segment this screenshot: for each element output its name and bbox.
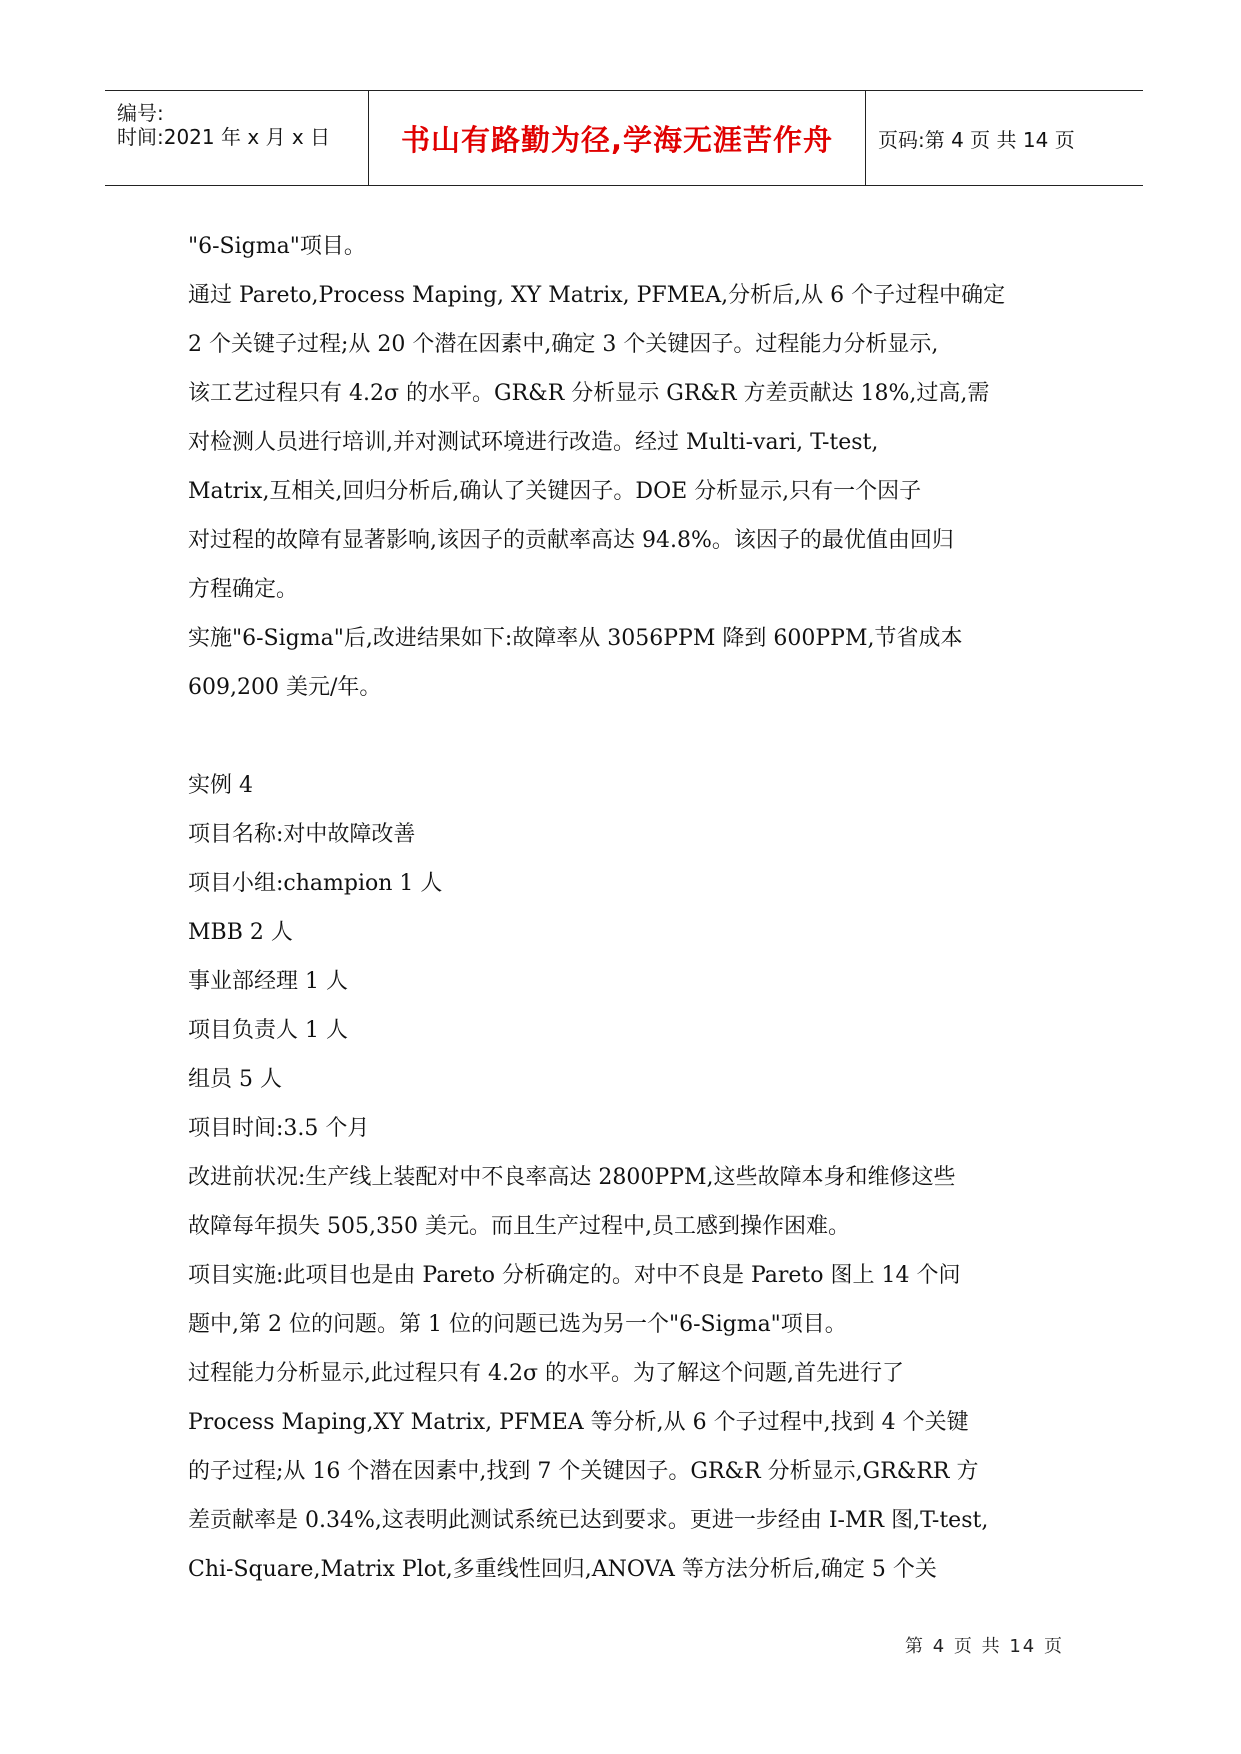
page-header xyxy=(105,90,1143,186)
body-line: 项目实施:此项目也是由 Pareto 分析确定的。对中不良是 Pareto 图上 14 个问 xyxy=(188,1263,961,1288)
body-line: 项目名称:对中故障改善 xyxy=(188,822,416,847)
document-body xyxy=(188,222,1088,1594)
body-line: 该工艺过程只有 4.2σ 的水平。GR&R 分析显示 GR&R 方差贡献达 18%,过高,需 xyxy=(188,381,990,406)
header-motto: 书山有路勤为径,学海无涯苦作舟 xyxy=(400,122,834,157)
body-line: Matrix,互相关,回归分析后,确认了关键因子。DOE 分析显示,只有一个因子 xyxy=(188,479,922,504)
document-time-label: 时间:2021 年 x 月 x 日 xyxy=(117,125,331,149)
body-line: 项目时间:3.5 个月 xyxy=(188,1116,370,1141)
paragraph-spacer xyxy=(188,712,1088,761)
body-line: 2 个关键子过程;从 20 个潜在因素中,确定 3 个关键因子。过程能力分析显示, xyxy=(188,332,939,357)
body-line: 过程能力分析显示,此过程只有 4.2σ 的水平。为了解这个问题,首先进行了 xyxy=(188,1361,904,1386)
body-line: 题中,第 2 位的问题。第 1 位的问题已选为另一个"6-Sigma"项目。 xyxy=(188,1312,847,1337)
document-number-label: 编号: xyxy=(117,101,164,125)
section-heading: 实例 4 xyxy=(188,773,253,798)
body-line: 故障每年损失 505,350 美元。而且生产过程中,员工感到操作困难。 xyxy=(188,1214,850,1239)
body-line: 项目负责人 1 人 xyxy=(188,1018,348,1043)
body-line: 差贡献率是 0.34%,这表明此测试系统已达到要求。更进一步经由 I-MR 图,T-test, xyxy=(188,1508,989,1533)
header-page-cell xyxy=(866,91,1143,185)
body-line: 通过 Pareto,Process Maping, XY Matrix, PFMEA,分析后,从 6 个子过程中确定 xyxy=(188,283,1006,308)
body-line: 对过程的故障有显著影响,该因子的贡献率高达 94.8%。该因子的最优值由回归 xyxy=(188,528,954,553)
body-line: "6-Sigma"项目。 xyxy=(188,234,366,259)
body-line: 项目小组:champion 1 人 xyxy=(188,871,443,896)
body-line: 组员 5 人 xyxy=(188,1067,282,1092)
body-line: Process Maping,XY Matrix, PFMEA 等分析,从 6 个子过程中,找到 4 个关键 xyxy=(188,1410,969,1435)
body-line: MBB 2 人 xyxy=(188,920,293,945)
body-line: 的子过程;从 16 个潜在因素中,找到 7 个关键因子。GR&R 分析显示,GR&RR 方 xyxy=(188,1459,979,1484)
body-line: Chi-Square,Matrix Plot,多重线性回归,ANOVA 等方法分析后,确定 5 个关 xyxy=(188,1557,937,1582)
header-meta-cell xyxy=(105,91,369,185)
body-line: 实施"6-Sigma"后,改进结果如下:故障率从 3056PPM 降到 600PPM,节省成本 xyxy=(188,626,963,651)
body-line: 事业部经理 1 人 xyxy=(188,969,348,994)
header-page-code: 页码:第 4 页 共 14 页 xyxy=(878,127,1075,152)
page-footer: 第 4 页 共 14 页 xyxy=(905,1636,1064,1657)
body-line: 对检测人员进行培训,并对测试环境进行改造。经过 Multi-vari, T-test, xyxy=(188,430,879,455)
header-motto-cell xyxy=(369,91,866,185)
body-line: 609,200 美元/年。 xyxy=(188,675,382,700)
body-line: 改进前状况:生产线上装配对中不良率高达 2800PPM,这些故障本身和维修这些 xyxy=(188,1165,956,1190)
body-line: 方程确定。 xyxy=(188,577,299,602)
